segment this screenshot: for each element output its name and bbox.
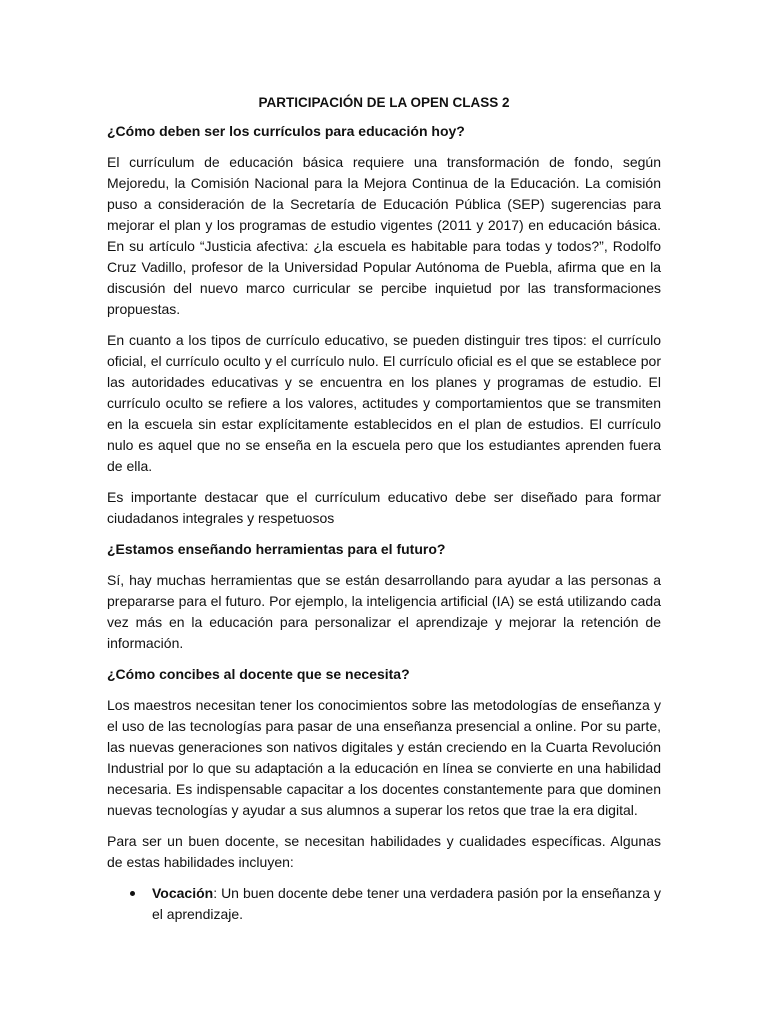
paragraph-2: En cuanto a los tipos de currículo educativo, se pueden distinguir tres tipos: el currículo oficial, el currículo oculto y el currículo nulo. El currículo oficial es el que se establece por las autoridades educativas y se encuentra en los planes y programas de estudio. El currículo oculto se refiere a los valores, actitudes y comportamientos que se transmiten en la escuela sin estar explícitamente establecidos en el plan de estudios. El currículo nulo es aquel que no se enseña en la escuela pero que los estudiantes aprenden fuera de ella. bbox=[107, 332, 661, 474]
paragraph-6: Para ser un buen docente, se necesitan habilidades y cualidades específicas. Algunas de estas habilidades incluyen: bbox=[107, 833, 661, 870]
document-body bbox=[107, 92, 661, 925]
question-2: ¿Estamos enseñando herramientas para el futuro? bbox=[107, 541, 446, 557]
list-item-text: : Un buen docente debe tener una verdadera pasión por la enseñanza y el aprendizaje. bbox=[152, 885, 661, 922]
paragraph-5: Los maestros necesitan tener los conocimientos sobre las metodologías de enseñanza y el uso de las tecnologías para pasar de una enseñanza presencial a online. Por su parte, las nuevas generaciones son nativos digitales y están creciendo en la Cuarta Revolución Industrial por lo que su adaptación a la educación en línea se convierte en una habilidad necesaria. Es indispensable capacitar a los docentes constantemente para que dominen nuevas tecnologías y ayudar a sus alumnos a superar los retos que trae la era digital. bbox=[107, 697, 661, 818]
paragraph-1: El currículum de educación básica requiere una transformación de fondo, según Mejoredu, la Comisión Nacional para la Mejora Continua de la Educación. La comisión puso a consideración de la Secretaría de Educación Pública (SEP) sugerencias para mejorar el plan y los programas de estudio vigentes (2011 y 2017) en educación básica. En su artículo “Justicia afectiva: ¿la escuela es habitable para todas y todos?”, Rodolfo Cruz Vadillo, profesor de la Universidad Popular Autónoma de Puebla, afirma que en la discusión del nuevo marco curricular se percibe inquietud por las transformaciones propuestas. bbox=[107, 154, 661, 317]
bullet-dot-icon bbox=[130, 891, 135, 896]
question-1: ¿Cómo deben ser los currículos para educación hoy? bbox=[107, 123, 465, 139]
paragraph-4: Sí, hay muchas herramientas que se están desarrollando para ayudar a las personas a prepararse para el futuro. Por ejemplo, la inteligencia artificial (IA) se está utilizando cada vez más en la educación para personalizar el aprendizaje y mejorar la retención de información. bbox=[107, 572, 661, 651]
list-item-term: Vocación bbox=[152, 885, 214, 901]
list-item bbox=[107, 883, 661, 925]
paragraph-3: Es importante destacar que el currículum educativo debe ser diseñado para formar ciudadanos integrales y respetuosos bbox=[107, 489, 661, 526]
bullet-list bbox=[107, 883, 661, 925]
document-title: PARTICIPACIÓN DE LA OPEN CLASS 2 bbox=[258, 95, 510, 110]
question-3: ¿Cómo concibes al docente que se necesita? bbox=[107, 666, 410, 682]
